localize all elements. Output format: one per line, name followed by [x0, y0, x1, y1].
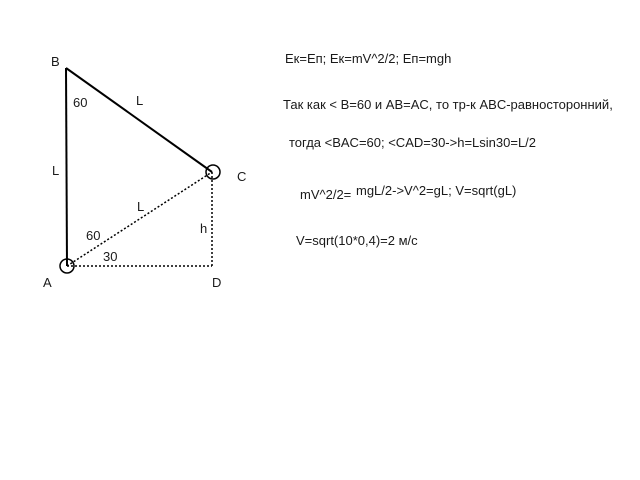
point-c-circle	[206, 165, 220, 179]
point-label-d: D	[212, 275, 222, 290]
kinetic-energy-expr: mV^2/2=	[300, 187, 352, 202]
side-ac-dotted	[67, 172, 212, 266]
point-label-c: C	[237, 169, 247, 184]
equilateral-statement: Так как < B=60 и AB=AC, то тр-к ABC-равносторонний,	[283, 97, 613, 112]
velocity-derivation: mgL/2->V^2=gL; V=sqrt(gL)	[356, 183, 517, 198]
side-bc	[66, 68, 212, 172]
energy-equations: Ек=Еп; Ек=mV^2/2; Еп=mgh	[285, 51, 452, 66]
angle-height-statement: тогда <BAC=60; <CAD=30->h=Lsin30=L/2	[289, 135, 537, 150]
angle-label-b: 60	[73, 95, 88, 110]
side-label-bc: L	[136, 93, 144, 108]
side-label-cd: h	[200, 221, 208, 236]
side-label-ac: L	[137, 199, 145, 214]
angle-label-a-top: 60	[86, 228, 101, 243]
velocity-result: V=sqrt(10*0,4)=2 м/с	[296, 233, 418, 248]
point-label-a: A	[43, 275, 52, 290]
angle-label-a-bottom: 30	[103, 249, 118, 264]
point-label-b: B	[51, 54, 60, 69]
side-ab	[66, 68, 67, 266]
side-label-ab: L	[52, 163, 60, 178]
